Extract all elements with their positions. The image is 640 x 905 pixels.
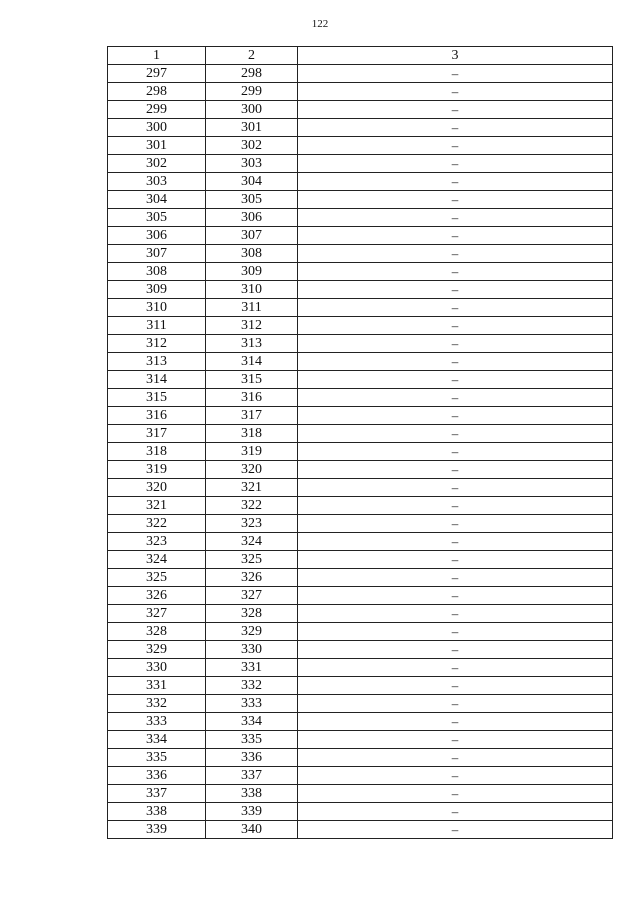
table-cell-col-2: 313 [206, 335, 298, 353]
table-cell-col-1: 301 [108, 137, 206, 155]
table-cell-col-2: 324 [206, 533, 298, 551]
table-cell-col-2: 319 [206, 443, 298, 461]
table-row [108, 767, 613, 785]
table-cell-col-2: 311 [206, 299, 298, 317]
table-cell-col-1: 336 [108, 767, 206, 785]
table-row [108, 497, 613, 515]
table-cell-col-3: – [298, 659, 613, 677]
table-row [108, 713, 613, 731]
table-cell-col-2: 314 [206, 353, 298, 371]
table-cell-col-2: 337 [206, 767, 298, 785]
table-cell-col-2: 302 [206, 137, 298, 155]
table-cell-col-1: 326 [108, 587, 206, 605]
table-cell-col-2: 299 [206, 83, 298, 101]
table-cell-col-3: – [298, 191, 613, 209]
table-cell-col-3: – [298, 551, 613, 569]
table-row [108, 353, 613, 371]
table-cell-col-2: 325 [206, 551, 298, 569]
table-cell-col-3: – [298, 641, 613, 659]
table-row [108, 173, 613, 191]
table-row [108, 803, 613, 821]
table-cell-col-2: 322 [206, 497, 298, 515]
table-cell-col-3: – [298, 677, 613, 695]
data-table [107, 46, 613, 839]
table-row [108, 659, 613, 677]
table-row [108, 263, 613, 281]
table-row [108, 245, 613, 263]
table-cell-col-2: 339 [206, 803, 298, 821]
table-cell-col-3: – [298, 281, 613, 299]
table-cell-col-3: – [298, 479, 613, 497]
table-cell-col-3: – [298, 389, 613, 407]
table-cell-col-2: 330 [206, 641, 298, 659]
table-cell-col-3: – [298, 461, 613, 479]
table-cell-col-3: – [298, 335, 613, 353]
table-cell-col-2: 300 [206, 101, 298, 119]
table-cell-col-3: – [298, 209, 613, 227]
table-row [108, 569, 613, 587]
table-cell-col-1: 337 [108, 785, 206, 803]
table-cell-col-3: – [298, 767, 613, 785]
table-row [108, 317, 613, 335]
table-row [108, 641, 613, 659]
table-cell-col-1: 311 [108, 317, 206, 335]
table-row [108, 155, 613, 173]
table-cell-col-1: 300 [108, 119, 206, 137]
table-cell-col-1: 303 [108, 173, 206, 191]
column-header-2: 2 [206, 47, 298, 65]
table-cell-col-3: – [298, 587, 613, 605]
table-cell-col-3: – [298, 83, 613, 101]
table-row [108, 515, 613, 533]
table-cell-col-2: 317 [206, 407, 298, 425]
table-cell-col-3: – [298, 533, 613, 551]
table-cell-col-3: – [298, 227, 613, 245]
table-cell-col-3: – [298, 515, 613, 533]
table-cell-col-3: – [298, 371, 613, 389]
table-cell-col-3: – [298, 569, 613, 587]
table-cell-col-2: 334 [206, 713, 298, 731]
table-cell-col-2: 305 [206, 191, 298, 209]
column-header-3: 3 [298, 47, 613, 65]
table-cell-col-3: – [298, 605, 613, 623]
table-cell-col-2: 308 [206, 245, 298, 263]
table-cell-col-3: – [298, 173, 613, 191]
table-cell-col-2: 316 [206, 389, 298, 407]
table-row [108, 209, 613, 227]
table-row [108, 407, 613, 425]
table-cell-col-1: 338 [108, 803, 206, 821]
table-cell-col-3: – [298, 155, 613, 173]
table-cell-col-3: – [298, 263, 613, 281]
table-cell-col-2: 331 [206, 659, 298, 677]
table-body [108, 65, 613, 839]
table-cell-col-1: 312 [108, 335, 206, 353]
table-cell-col-3: – [298, 65, 613, 83]
table-row [108, 587, 613, 605]
table-row [108, 605, 613, 623]
table-cell-col-1: 304 [108, 191, 206, 209]
table-row [108, 281, 613, 299]
table-row [108, 227, 613, 245]
table-cell-col-3: – [298, 353, 613, 371]
table-cell-col-1: 317 [108, 425, 206, 443]
table-cell-col-2: 327 [206, 587, 298, 605]
table-cell-col-1: 314 [108, 371, 206, 389]
table-cell-col-1: 331 [108, 677, 206, 695]
table-cell-col-3: – [298, 497, 613, 515]
table-cell-col-2: 333 [206, 695, 298, 713]
table-row [108, 749, 613, 767]
table-cell-col-1: 302 [108, 155, 206, 173]
table-row [108, 371, 613, 389]
table-cell-col-2: 335 [206, 731, 298, 749]
table-cell-col-3: – [298, 317, 613, 335]
table-cell-col-1: 320 [108, 479, 206, 497]
table-cell-col-2: 328 [206, 605, 298, 623]
table-cell-col-2: 306 [206, 209, 298, 227]
table-row [108, 335, 613, 353]
table-cell-col-2: 326 [206, 569, 298, 587]
table-row [108, 677, 613, 695]
table-cell-col-1: 299 [108, 101, 206, 119]
table-cell-col-3: – [298, 821, 613, 839]
table-cell-col-2: 315 [206, 371, 298, 389]
table-cell-col-1: 310 [108, 299, 206, 317]
table-cell-col-1: 313 [108, 353, 206, 371]
table-cell-col-2: 309 [206, 263, 298, 281]
table-cell-col-3: – [298, 785, 613, 803]
table-row [108, 551, 613, 569]
table-row [108, 191, 613, 209]
table-cell-col-1: 318 [108, 443, 206, 461]
table-cell-col-1: 329 [108, 641, 206, 659]
table-cell-col-1: 325 [108, 569, 206, 587]
table-cell-col-3: – [298, 803, 613, 821]
table-row [108, 83, 613, 101]
table-cell-col-1: 339 [108, 821, 206, 839]
table-row [108, 785, 613, 803]
table-cell-col-1: 335 [108, 749, 206, 767]
table-cell-col-2: 307 [206, 227, 298, 245]
table-cell-col-1: 328 [108, 623, 206, 641]
table-cell-col-2: 340 [206, 821, 298, 839]
table-row [108, 533, 613, 551]
table-cell-col-1: 334 [108, 731, 206, 749]
table-row [108, 425, 613, 443]
table-cell-col-1: 322 [108, 515, 206, 533]
table-cell-col-3: – [298, 407, 613, 425]
table-cell-col-3: – [298, 443, 613, 461]
table-cell-col-2: 329 [206, 623, 298, 641]
table-cell-col-1: 324 [108, 551, 206, 569]
table-row [108, 389, 613, 407]
table-cell-col-2: 320 [206, 461, 298, 479]
table-cell-col-2: 303 [206, 155, 298, 173]
table-cell-col-1: 315 [108, 389, 206, 407]
table-cell-col-3: – [298, 695, 613, 713]
table-cell-col-3: – [298, 137, 613, 155]
table-cell-col-2: 298 [206, 65, 298, 83]
table-cell-col-2: 318 [206, 425, 298, 443]
table-cell-col-1: 307 [108, 245, 206, 263]
table-cell-col-1: 305 [108, 209, 206, 227]
table-cell-col-1: 332 [108, 695, 206, 713]
table-cell-col-3: – [298, 245, 613, 263]
table-cell-col-1: 323 [108, 533, 206, 551]
table-cell-col-2: 336 [206, 749, 298, 767]
table-cell-col-2: 301 [206, 119, 298, 137]
table-cell-col-1: 308 [108, 263, 206, 281]
table-cell-col-2: 323 [206, 515, 298, 533]
table-cell-col-3: – [298, 713, 613, 731]
table-row [108, 101, 613, 119]
table-cell-col-1: 316 [108, 407, 206, 425]
table-row [108, 443, 613, 461]
table-cell-col-1: 297 [108, 65, 206, 83]
table-cell-col-1: 309 [108, 281, 206, 299]
table-cell-col-1: 330 [108, 659, 206, 677]
table-cell-col-3: – [298, 425, 613, 443]
table-cell-col-3: – [298, 119, 613, 137]
table-row [108, 695, 613, 713]
table-row [108, 137, 613, 155]
table-cell-col-1: 298 [108, 83, 206, 101]
table-row [108, 299, 613, 317]
table-row [108, 65, 613, 83]
table-row [108, 623, 613, 641]
table-row [108, 461, 613, 479]
table-cell-col-1: 333 [108, 713, 206, 731]
table-cell-col-2: 304 [206, 173, 298, 191]
table-cell-col-1: 306 [108, 227, 206, 245]
column-header-1: 1 [108, 47, 206, 65]
table-row [108, 821, 613, 839]
table-cell-col-3: – [298, 623, 613, 641]
table-cell-col-3: – [298, 731, 613, 749]
table-cell-col-3: – [298, 749, 613, 767]
table-cell-col-3: – [298, 299, 613, 317]
table-cell-col-2: 332 [206, 677, 298, 695]
header-row [108, 47, 613, 65]
table-cell-col-2: 338 [206, 785, 298, 803]
table-cell-col-3: – [298, 101, 613, 119]
table-row [108, 119, 613, 137]
table-cell-col-1: 321 [108, 497, 206, 515]
table-cell-col-1: 319 [108, 461, 206, 479]
table-row [108, 731, 613, 749]
table-row [108, 479, 613, 497]
table-cell-col-1: 327 [108, 605, 206, 623]
table-cell-col-2: 312 [206, 317, 298, 335]
table-cell-col-2: 321 [206, 479, 298, 497]
table-cell-col-2: 310 [206, 281, 298, 299]
page-number: 122 [311, 18, 329, 30]
